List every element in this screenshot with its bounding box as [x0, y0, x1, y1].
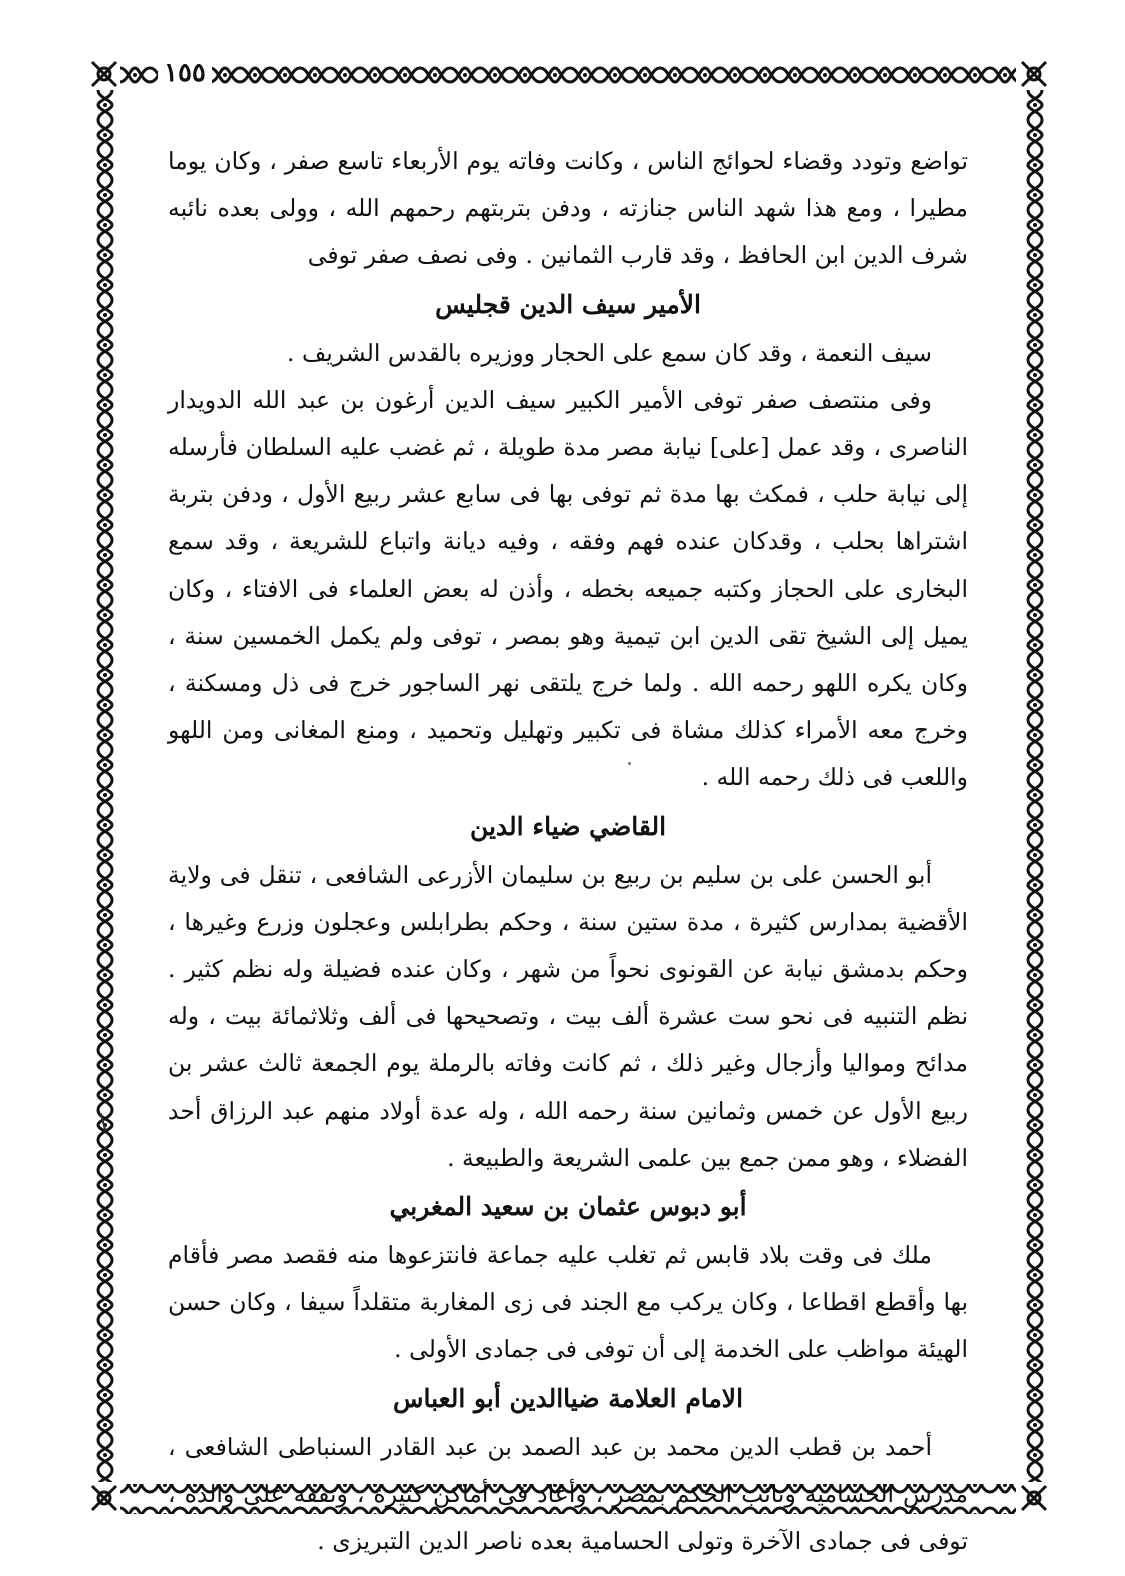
- page-text-body: [168, 138, 968, 1556]
- paragraph: ملك فى وقت بلاد قابس ثم تغلب عليه جماعة فانتزعوها منه فقصد مصر فأقام بها وأقطع اقطاعا ، وكان يركب مع الجند فى زى المغاربة متقلداً سيفا ، وكان حسن الهيئة مواظب على الخدمة إلى أن توفى فى جمادى الأولى .: [168, 1241, 968, 1364]
- page-number: ١٥٥: [158, 58, 212, 88]
- paragraph: سيف النعمة ، وقد كان سمع على الحجار ووزيره بالقدس الشريف .: [287, 338, 932, 367]
- section-heading: الامام العلامة ضياالدين أبو العباس: [392, 1383, 744, 1413]
- section-heading: أبو دبوس عثمان بن سعيد المغربي: [389, 1192, 747, 1222]
- paragraph: أبو الحسن على بن سليم بن ربيع بن سليمان الأزرعى الشافعى ، تنقل فى ولاية الأقضية بمدارس كثيرة ، مدة ستين سنة ، وحكم بطرابلس وعجلون وزرع وغيرها ، وحكم بدمشق نيابة عن القونوى نحواً من شهر ، وكان عنده فضيلة وله نظم كثير . نظم التنبيه فى نحو ست عشرة ألف بيت ، وتصحيحها فى ألف وثلاثمائة بيت ، وله مدائح ومواليا وأزجال وغير ذلك ، ثم كانت وفاته بالرملة يوم الجمعة ثالث عشر بن ربيع الأول عن خمس وثمانين سنة رحمه الله ، وله عدة أولاد منهم عبد الرزاق أحد الفضلاء ، وهو ممن جمع بين علمى الشريعة والطبيعة .: [168, 860, 968, 1172]
- paragraph-continuation: تواضع وتودد وقضاء لحوائج الناس ، وكانت وفاته يوم الأربعاء تاسع صفر ، وكان يوما مطيرا ، ومع هذا شهد الناس جنازته ، ودفن بتربتهم رحمهم الله ، وولى بعده نائبه شرف الدين ابن الحافظ ، وقد قارب الثمانين . وفى نصف صفر توفى: [168, 147, 968, 270]
- scan-speck: [628, 762, 631, 765]
- section-heading: الأمير سيف الدين قجليس: [435, 289, 701, 319]
- paragraph: أحمد بن قطب الدين محمد بن عبد الصمد بن عبد القادر السنباطى الشافعى ، مدرس الحسامية ونائب الحكم بمصر ، وأعاد فى أماكن كثيرة ، وتفقه على والده ، توفى فى جمادى الآخرة وتولى الحسامية بعده ناصر الدين التبريزى .: [168, 1432, 968, 1556]
- paragraph: وفى منتصف صفر توفى الأمير الكبير سيف الدين أرغون بن عبد الله الدويدار الناصرى ، وقد عمل [على] نيابة مصر مدة طويلة ، ثم غضب عليه السلطان فأرسله إلى نيابة حلب ، فمكث بها مدة ثم توفى بها فى سابع عشر ربيع الأول ، ودفن بتربة اشتراها بحلب ، وقدكان عنده فهم وفقه ، وفيه ديانة واتباع للشريعة ، وقد سمع البخارى على الحجاز وكتبه جميعه بخطه ، وأذن له بعض العلماء فى الافتاء ، وكان يميل إلى الشيخ تقى الدين ابن تيمية وهو بمصر ، توفى ولم يكمل الخمسين سنة ، وكان يكره اللهو رحمه الله . ولما خرج يلتقى نهر الساجور خرج فى ذل ومسكنة ، وخرج معه الأمراء كذلك مشاة فى تكبير وتهليل وتحميد ، ومنع المغانى ومن اللهو واللعب فى ذلك رحمه الله .: [168, 385, 968, 792]
- section-heading: القاضي ضياء الدين: [469, 811, 667, 841]
